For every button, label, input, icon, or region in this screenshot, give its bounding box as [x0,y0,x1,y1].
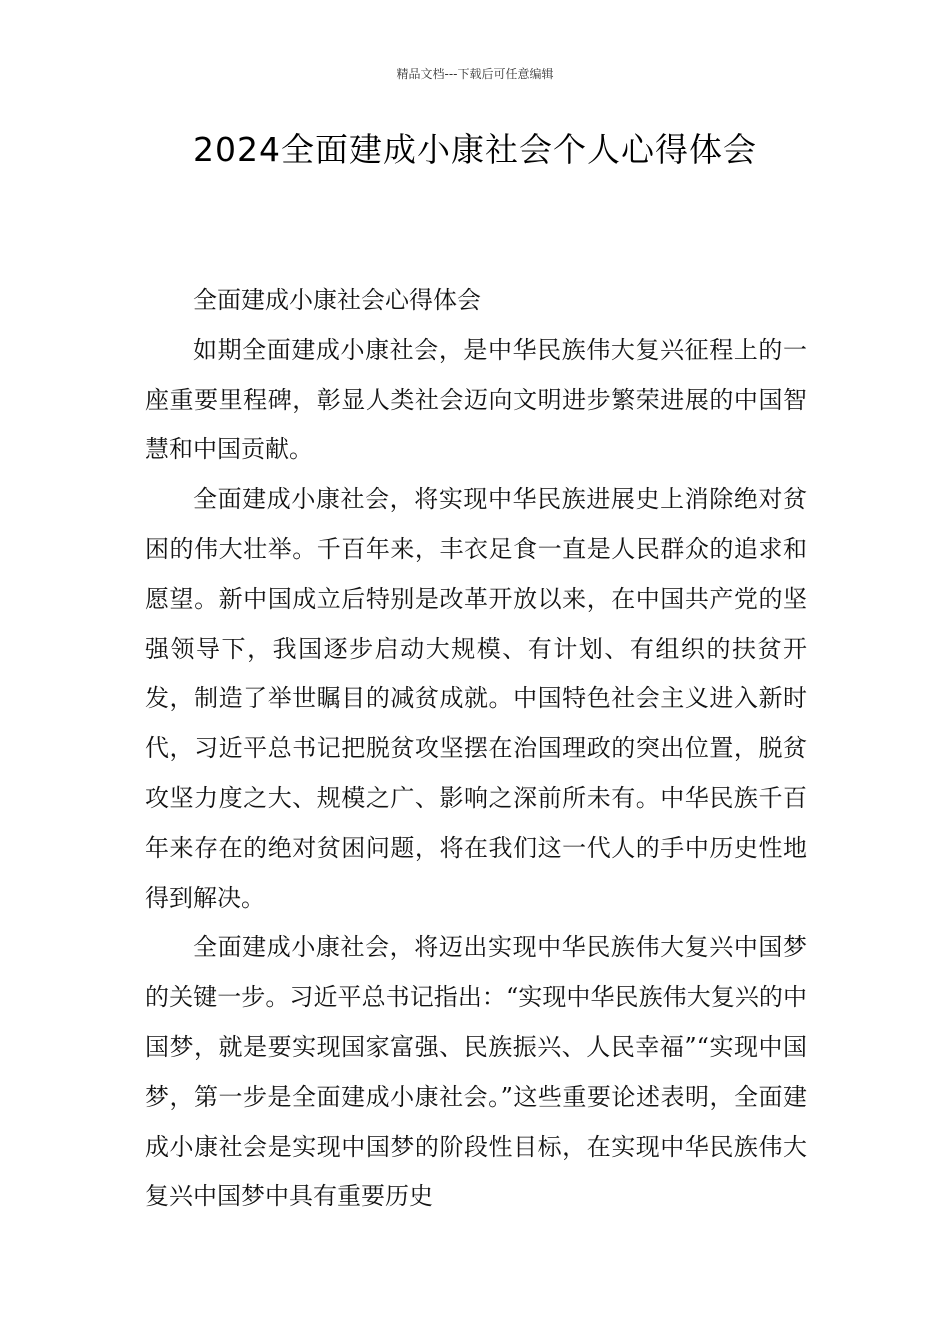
body-paragraph-1: 如期全面建成小康社会，是中华民族伟大复兴征程上的一座重要里程碑，彰显人类社会迈向文明进步繁荣进展的中国智慧和中国贡献。 [145,335,807,464]
body-paragraph-3: 全面建成小康社会，将迈出实现中华民族伟大复兴中国梦的关键一步。习近平总书记指出：“实现中华民族伟大复兴的中国梦，就是要实现国家富强、民族振兴、人民幸福”“实现中国梦，第一步是全面建成小康社会。”这些重要论述表明，全面建成小康社会是实现中国梦的阶段性目标，在实现中华民族伟大复兴中国梦中具有重要历史 [145,933,807,1211]
body-paragraph-2: 全面建成小康社会，将实现中华民族进展史上消除绝对贫困的伟大壮举。千百年来，丰衣足食一直是人民群众的追求和愿望。新中国成立后特别是改革开放以来，在中国共产党的坚强领导下，我国逐步启动大规模、有计划、有组织的扶贫开发，制造了举世瞩目的减贫成就。中国特色社会主义进入新时代，习近平总书记把脱贫攻坚摆在治国理政的突出位置，脱贫攻坚力度之大、规模之广、影响之深前所未有。中华民族千百年来存在的绝对贫困问题，将在我们这一代人的手中历史性地得到解决。 [145,485,807,912]
header-note: 精品文档---下载后可任意编辑 [396,67,554,81]
subtitle-paragraph: 全面建成小康社会心得体会 [193,286,481,314]
document-title: 2024全面建成小康社会个人心得体会 [193,130,757,169]
document-body [145,276,807,1222]
